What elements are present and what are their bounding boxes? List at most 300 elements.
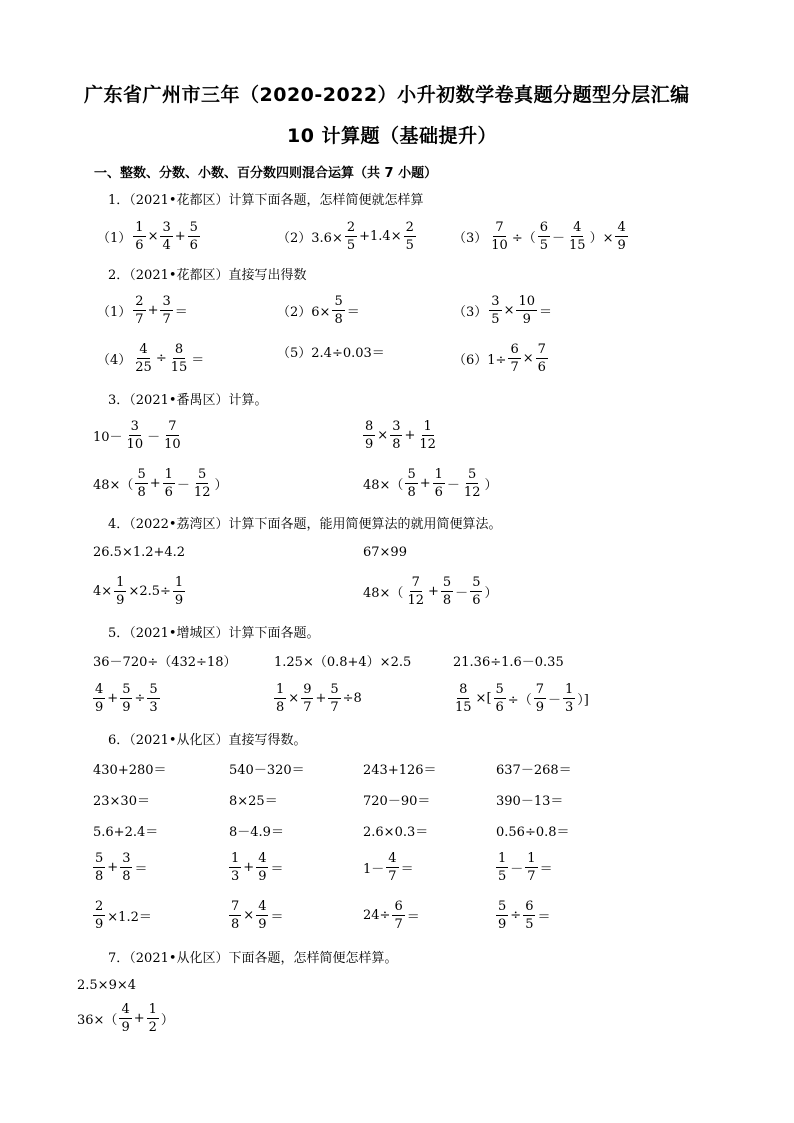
- denominator: 6: [472, 592, 481, 608]
- expr-text: +: [315, 690, 327, 706]
- expr-text: ÷（: [511, 230, 536, 246]
- numerator: 4: [121, 1001, 130, 1017]
- fraction: [93, 683, 105, 714]
- numerator: 5: [149, 681, 158, 697]
- expr-text: 5.6+2.4＝: [93, 824, 159, 840]
- fraction: [173, 576, 185, 607]
- denominator: 10: [164, 436, 181, 452]
- fraction: [508, 343, 520, 374]
- expr-6-9: [92, 820, 159, 840]
- numerator: 8: [459, 681, 468, 697]
- question-3: 3．（2021•番禺区）计算。: [108, 393, 268, 408]
- expr-text: （3）: [453, 230, 488, 246]
- numerator: 5: [468, 466, 477, 482]
- expr-text: 390－13＝: [496, 793, 564, 809]
- expr-text: 540－320＝: [229, 762, 305, 778]
- numerator: 6: [510, 341, 519, 357]
- fraction: [188, 221, 200, 252]
- expr-6-2: [228, 758, 306, 778]
- expr-text: 720－90＝: [363, 793, 431, 809]
- numerator: 1: [498, 850, 507, 866]
- numerator: 2: [135, 293, 144, 309]
- fraction: [120, 852, 132, 883]
- fraction: [345, 221, 357, 252]
- expr-4-1: [92, 542, 186, 562]
- expr-text: +: [404, 427, 416, 443]
- expr-6-13: [92, 849, 148, 885]
- expr-7-1: [76, 975, 137, 995]
- expr-text: +1.4×: [359, 228, 402, 244]
- fraction: [119, 1003, 131, 1034]
- expr-5-2: [273, 650, 412, 670]
- question-7: 7．（2021•从化区）下面各题，怎样简便怎样算。: [108, 951, 398, 966]
- expr-6-7: [362, 789, 431, 809]
- fraction: [567, 221, 588, 252]
- numerator: 2: [95, 898, 104, 914]
- denominator: 8: [122, 868, 131, 884]
- expr-text: 48×（: [93, 477, 134, 493]
- expr-text: （5）2.4÷0.03＝: [277, 345, 385, 361]
- fraction: [192, 468, 213, 499]
- numerator: 5: [498, 898, 507, 914]
- expr-text: －: [510, 861, 524, 877]
- expr-text: 430+280＝: [93, 762, 167, 778]
- expr-text: +: [427, 583, 439, 599]
- denominator: 6: [495, 699, 504, 715]
- fraction: [332, 295, 344, 326]
- numerator: 4: [573, 219, 582, 235]
- denominator: 7: [303, 699, 312, 715]
- numerator: 2: [405, 219, 414, 235]
- denominator: 5: [405, 237, 414, 253]
- expr-text: 24÷: [363, 907, 391, 923]
- expr-text: ＝: [539, 304, 553, 320]
- denominator: 4: [162, 237, 171, 253]
- denominator: 7: [510, 359, 519, 375]
- fraction: [93, 900, 105, 931]
- fraction: [256, 900, 268, 931]
- expr-text: 8×25＝: [229, 793, 278, 809]
- fraction: [433, 468, 445, 499]
- fraction: [386, 852, 398, 883]
- expr-6-6: [228, 789, 279, 809]
- expr-text: ＝: [406, 909, 420, 925]
- expr-1-3: [452, 218, 629, 254]
- fraction: [525, 852, 537, 883]
- fraction: [328, 683, 340, 714]
- expr-text: ÷: [155, 350, 167, 366]
- expr-6-18: [228, 897, 284, 933]
- fraction: [489, 221, 510, 252]
- section-heading: 一、整数、分数、小数、百分数四则混合运算（共 7 小题）: [94, 166, 438, 181]
- numerator: 4: [258, 898, 267, 914]
- denominator: 15: [170, 359, 188, 375]
- fraction: [405, 576, 426, 607]
- expr-4-2: [362, 542, 408, 562]
- expr-text: 637－268＝: [496, 762, 572, 778]
- numerator: 1: [116, 574, 125, 590]
- numerator: 8: [174, 341, 184, 357]
- expr-text: ）: [214, 477, 228, 493]
- numerator: 4: [95, 681, 104, 697]
- numerator: 3: [392, 418, 401, 434]
- denominator: 5: [539, 237, 549, 253]
- numerator: 5: [189, 219, 198, 235]
- denominator: 9: [258, 916, 267, 932]
- fraction: [496, 900, 508, 931]
- denominator: 9: [498, 916, 507, 932]
- fraction: [390, 420, 402, 451]
- numerator: 4: [139, 341, 148, 357]
- expr-2-4: [96, 340, 205, 376]
- denominator: 8: [407, 484, 416, 500]
- expr-6-1: [92, 758, 168, 778]
- fraction: [470, 576, 482, 607]
- expr-text: 4×: [93, 583, 113, 599]
- expr-1-1: [96, 218, 201, 254]
- expr-2-5: [276, 341, 386, 361]
- expr-text: －: [552, 230, 566, 246]
- fraction: [133, 221, 145, 252]
- fraction: [516, 295, 537, 326]
- numerator: 1: [135, 219, 144, 235]
- expr-text: 1.25×（0.8+4）×2.5: [274, 654, 412, 670]
- fraction: [496, 852, 508, 883]
- denominator: 12: [419, 436, 436, 452]
- denominator: 6: [189, 237, 198, 253]
- expr-3-3: [92, 465, 228, 501]
- denominator: 12: [407, 592, 424, 608]
- fraction: [523, 900, 535, 931]
- expr-4-4: [362, 573, 498, 609]
- numerator: 6: [525, 898, 534, 914]
- expr-text: （6）1÷: [453, 352, 507, 368]
- expr-text: ）×: [589, 230, 614, 246]
- expr-6-3: [362, 758, 438, 778]
- expr-5-3: [452, 650, 565, 670]
- expr-text: （3）: [453, 304, 488, 320]
- expr-6-19: [362, 897, 421, 933]
- question-6: 6．（2021•从化区）直接写得数。: [108, 733, 307, 748]
- fraction: [404, 221, 416, 252]
- numerator: 6: [539, 219, 549, 235]
- denominator: 7: [394, 916, 403, 932]
- numerator: 5: [330, 681, 339, 697]
- expr-2-2: [276, 292, 361, 328]
- numerator: 7: [537, 341, 546, 357]
- expr-5-1: [92, 650, 238, 670]
- fraction: [494, 683, 506, 714]
- numerator: 1: [231, 850, 240, 866]
- numerator: 3: [162, 219, 171, 235]
- fraction: [93, 852, 105, 883]
- numerator: 7: [411, 574, 420, 590]
- fraction: [147, 1003, 159, 1034]
- expr-text: ＝: [191, 352, 205, 368]
- fraction: [160, 295, 172, 326]
- denominator: 6: [135, 237, 144, 253]
- denominator: 7: [135, 311, 144, 327]
- denominator: 12: [193, 484, 211, 500]
- fraction: [453, 683, 474, 714]
- denominator: 8: [392, 436, 401, 452]
- expr-6-16: [495, 849, 554, 885]
- denominator: 3: [565, 699, 574, 715]
- expr-text: 36×（: [77, 1012, 118, 1028]
- expr-text: +: [149, 475, 161, 491]
- numerator: 5: [495, 681, 504, 697]
- expr-text: +: [147, 302, 159, 318]
- numerator: 1: [276, 681, 285, 697]
- expr-6-5: [92, 789, 151, 809]
- denominator: 7: [162, 311, 171, 327]
- denominator: 10: [491, 237, 508, 253]
- expr-text: ＝: [270, 909, 284, 925]
- fraction: [160, 221, 172, 252]
- fraction: [534, 683, 546, 714]
- expr-text: ×: [377, 427, 389, 443]
- fraction: [363, 420, 375, 451]
- numerator: 7: [231, 898, 240, 914]
- fraction: [120, 683, 132, 714]
- expr-text: 36－720÷（432÷18）: [93, 654, 237, 670]
- numerator: 1: [565, 681, 574, 697]
- numerator: 4: [388, 850, 397, 866]
- expr-text: ×2.5÷: [128, 583, 171, 599]
- denominator: 9: [365, 436, 374, 452]
- expr-text: 1－: [363, 861, 385, 877]
- expr-text: ×[: [475, 690, 492, 706]
- fraction: [125, 420, 146, 451]
- fraction: [538, 221, 550, 252]
- expr-3-1: [92, 417, 184, 453]
- denominator: 12: [463, 484, 481, 500]
- denominator: 8: [276, 699, 285, 715]
- numerator: 1: [164, 466, 173, 482]
- expr-6-10: [228, 820, 285, 840]
- numerator: 7: [495, 219, 504, 235]
- expr-text: 21.36÷1.6－0.35: [453, 654, 564, 670]
- expr-text: ）: [160, 1012, 174, 1028]
- expr-6-4: [495, 758, 573, 778]
- numerator: 2: [346, 219, 356, 235]
- expr-text: ＝: [537, 909, 551, 925]
- fraction: [274, 683, 286, 714]
- expr-text: ＝: [539, 861, 553, 877]
- expr-7-2: [76, 1000, 175, 1036]
- fraction: [615, 221, 627, 252]
- expr-text: 48×（: [363, 585, 404, 601]
- fraction: [135, 468, 147, 499]
- expr-text: +: [174, 228, 186, 244]
- numerator: 4: [258, 850, 267, 866]
- denominator: 9: [122, 699, 131, 715]
- expr-text: +: [107, 859, 119, 875]
- denominator: 8: [137, 484, 146, 500]
- expr-text: 23×30＝: [93, 793, 150, 809]
- denominator: 10: [126, 436, 144, 452]
- fraction: [169, 343, 190, 374]
- fraction: [489, 295, 501, 326]
- numerator: 1: [527, 850, 536, 866]
- expr-2-6: [452, 340, 549, 376]
- numerator: 3: [162, 293, 171, 309]
- expr-text: ＝: [174, 304, 188, 320]
- expr-text: 0.56÷0.8＝: [496, 824, 570, 840]
- denominator: 9: [95, 916, 104, 932]
- expr-6-12: [495, 820, 571, 840]
- expr-text: 67×99: [363, 544, 407, 560]
- denominator: 5: [491, 311, 500, 327]
- denominator: 9: [116, 592, 125, 608]
- denominator: 3: [149, 699, 158, 715]
- expr-text: －: [547, 692, 561, 708]
- numerator: 10: [518, 293, 536, 309]
- numerator: 7: [535, 681, 544, 697]
- expr-6-8: [495, 789, 564, 809]
- expr-text: 243+126＝: [363, 762, 437, 778]
- expr-text: +: [419, 475, 431, 491]
- expr-text: 8－4.9＝: [229, 824, 284, 840]
- question-5: 5．（2021•增城区）计算下面各题。: [108, 626, 320, 641]
- expr-text: ）: [484, 585, 498, 601]
- fraction: [229, 900, 241, 931]
- denominator: 9: [535, 699, 544, 715]
- expr-text: 26.5×1.2+4.2: [93, 544, 186, 560]
- fraction: [405, 468, 417, 499]
- numerator: 3: [130, 418, 139, 434]
- numerator: 4: [617, 219, 626, 235]
- fraction: [147, 683, 159, 714]
- expr-2-1: [96, 292, 189, 328]
- expr-text: +: [107, 690, 119, 706]
- expr-text: －: [455, 585, 469, 601]
- fraction: [133, 343, 154, 374]
- expr-3-4: [362, 465, 498, 501]
- denominator: 9: [95, 699, 104, 715]
- expr-text: ＝: [400, 861, 414, 877]
- denominator: 25: [135, 359, 152, 375]
- question-1: 1．（2021•花都区）计算下面各题，怎样简便就怎样算: [108, 193, 424, 208]
- expr-text: ×: [243, 907, 255, 923]
- expr-text: ＝: [270, 861, 284, 877]
- fraction: [563, 683, 575, 714]
- expr-6-17: [92, 897, 153, 933]
- fraction: [462, 468, 483, 499]
- title-line-1: 广东省广州市三年（2020-2022）小升初数学卷真题分题型分层汇编: [84, 84, 690, 106]
- expr-text: +: [133, 1010, 145, 1026]
- denominator: 6: [164, 484, 173, 500]
- expr-2-3: [452, 292, 553, 328]
- denominator: 5: [525, 916, 534, 932]
- numerator: 6: [394, 898, 403, 914]
- numerator: 9: [303, 681, 312, 697]
- fraction: [417, 420, 438, 451]
- numerator: 1: [148, 1001, 157, 1017]
- numerator: 5: [334, 293, 343, 309]
- denominator: 5: [346, 237, 356, 253]
- fraction: [229, 852, 241, 883]
- expr-5-4: [92, 680, 161, 716]
- expr-text: ÷: [134, 690, 146, 706]
- expr-text: （2）3.6×: [277, 230, 343, 246]
- fraction: [162, 420, 183, 451]
- expr-text: ×1.2＝: [107, 909, 152, 925]
- fraction: [536, 343, 548, 374]
- numerator: 5: [442, 574, 452, 590]
- expr-text: （4）: [97, 352, 132, 368]
- expr-1-2: [276, 218, 417, 254]
- denominator: 9: [174, 592, 184, 608]
- fraction: [114, 576, 126, 607]
- expr-text: －: [147, 429, 161, 445]
- expr-text: ×: [522, 350, 534, 366]
- expr-text: ÷8: [342, 690, 362, 706]
- expr-6-15: [362, 849, 415, 885]
- numerator: 8: [365, 418, 374, 434]
- numerator: 7: [168, 418, 177, 434]
- denominator: 2: [148, 1019, 157, 1035]
- denominator: 15: [455, 699, 472, 715]
- denominator: 9: [258, 868, 267, 884]
- numerator: 3: [122, 850, 131, 866]
- denominator: 3: [231, 868, 240, 884]
- expr-text: （1）: [97, 304, 132, 320]
- expr-5-6: [452, 680, 590, 716]
- denominator: 7: [330, 699, 339, 715]
- title-line-2: 10 计算题（基础提升）: [287, 125, 498, 147]
- numerator: 5: [198, 466, 207, 482]
- expr-text: －: [446, 477, 460, 493]
- numerator: 1: [434, 466, 443, 482]
- fraction: [133, 295, 145, 326]
- expr-text: ＝: [346, 304, 360, 320]
- expr-text: （2）6×: [277, 304, 331, 320]
- question-4: 4．（2022•荔湾区）计算下面各题，能用简便算法的就用简便算法。: [108, 517, 502, 532]
- expr-6-14: [228, 849, 284, 885]
- denominator: 9: [522, 311, 531, 327]
- expr-text: ÷: [510, 907, 522, 923]
- denominator: 15: [569, 237, 586, 253]
- expr-text: ）: [484, 477, 498, 493]
- expr-text: 10－: [93, 429, 123, 445]
- expr-text: ×: [147, 228, 159, 244]
- numerator: 3: [491, 293, 500, 309]
- expr-4-3: [92, 573, 186, 609]
- numerator: 5: [122, 681, 131, 697]
- expr-text: ＝: [134, 861, 148, 877]
- fraction: [392, 900, 404, 931]
- numerator: 5: [95, 850, 104, 866]
- expr-text: +: [243, 859, 255, 875]
- denominator: 9: [617, 237, 626, 253]
- expr-6-20: [495, 897, 551, 933]
- numerator: 1: [423, 418, 432, 434]
- expr-text: 48×（: [363, 477, 404, 493]
- expr-text: －: [176, 477, 190, 493]
- expr-text: ÷（: [507, 692, 532, 708]
- denominator: 7: [388, 868, 397, 884]
- fraction: [163, 468, 175, 499]
- denominator: 8: [334, 311, 343, 327]
- fraction: [301, 683, 313, 714]
- expr-text: ）]: [577, 692, 589, 708]
- denominator: 8: [95, 868, 104, 884]
- expr-text: 2.6×0.3＝: [363, 824, 429, 840]
- denominator: 8: [231, 916, 240, 932]
- expr-text: ×: [288, 690, 300, 706]
- numerator: 5: [137, 466, 146, 482]
